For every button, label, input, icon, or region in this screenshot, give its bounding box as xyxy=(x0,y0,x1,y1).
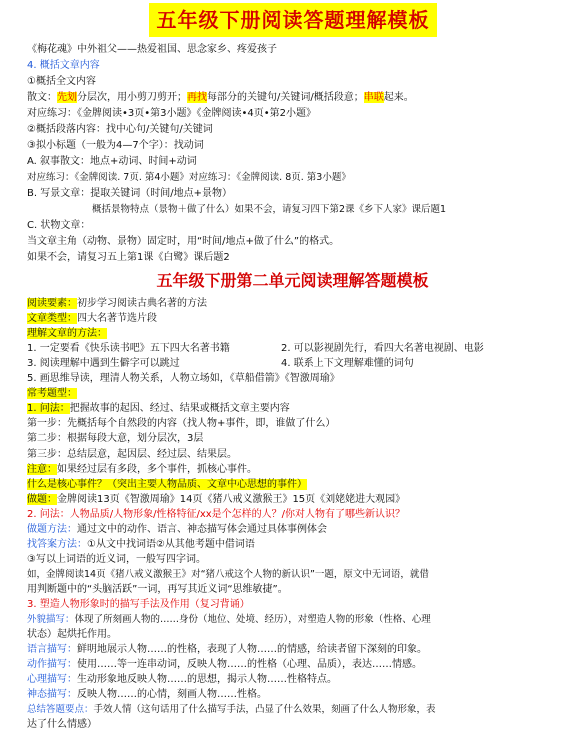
label-span: 外貌描写： xyxy=(27,614,75,626)
text-line: 用判断题中的“头脑活跃”一词，再写其近义词“思维敏捷”。 xyxy=(27,583,288,595)
text-line xyxy=(27,537,255,552)
text-line xyxy=(27,672,337,687)
text-line: A. 叙事散文：地点+动词、时间+动词 xyxy=(27,156,197,167)
text-line: ③拟小标题（一般为4—7个字）：找动词 xyxy=(27,140,204,151)
text-line xyxy=(27,687,267,702)
text-line: 对应练习：《金牌阅读•3页•第3小题》《金牌阅读•4页•第2小题》 xyxy=(27,108,317,119)
text-span: 体现了所刻画人物的……身份（地位、处境、经历），对塑造人物的形象（性格、心理 xyxy=(74,614,431,626)
text-line xyxy=(27,401,290,416)
highlight-span: 什么是核心事件？（突出主要人物品质、文章中心思想的事件） xyxy=(27,478,307,490)
text-line: 如，金牌阅读14页《猪八戒义激猴王》对“猪八戒这个人物的新认识”一题，原文中无词语，就借 xyxy=(27,568,429,580)
label-span: 阅读要素： xyxy=(27,298,77,309)
text-span: 把握故事的起因、经过、结果或概括文章主要内容 xyxy=(69,403,290,415)
text-line: 3. 阅读理解中遇到生僻字可以跳过 xyxy=(27,358,180,370)
text-line: 5. 画思维导读，理清人物关系，人物立场如，《草船借箭》《智激周瑜》 xyxy=(27,373,340,385)
text-span: 初步学习阅读古典名著的方法 xyxy=(77,298,207,309)
label-span: 注意： xyxy=(27,463,57,475)
text-line: 当文章主角（动物、景物）固定时，用“时间/地点+做了什么”的格式。 xyxy=(27,236,340,247)
text-line: 概括景物特点（景物＋做了什么）如果不会，请复习四下第2课《乡下人家》课后题1 xyxy=(92,204,447,215)
text-line: ③写以上词语的近义词，一般写四字词。 xyxy=(27,553,206,565)
text-span: 手效人情（这句话用了什么描写手法，凸显了什么效果，刻画了什么人物形象，表 xyxy=(93,704,436,716)
text-line xyxy=(27,702,436,717)
text-span: 通过文中的动作、语言、神态描写体会通过具体事例体会 xyxy=(77,523,327,535)
text-line: 《梅花魂》中外祖父——热爱祖国、思念家乡、疼爱孩子 xyxy=(27,44,277,55)
text-line xyxy=(27,462,257,477)
text-line: 达了什么情感） xyxy=(27,719,97,731)
text-line: 第一步：先概括每个自然段的内容（找人物+事件，即，谁做了什么） xyxy=(27,418,336,430)
text-line: 第三步：总结层意，起因层、经过层、结果层。 xyxy=(27,448,237,460)
text-line: 状态）起烘托作用。 xyxy=(27,629,117,641)
text-line: 对应练习：《金牌阅读. 7页. 第4小题》对应练习：《金牌阅读. 8页. 第3小题》 xyxy=(27,172,351,183)
text-line xyxy=(27,492,405,507)
page-title: 五年级下册阅读答题理解模板 xyxy=(149,3,437,37)
text-line xyxy=(27,657,422,672)
text-line xyxy=(27,311,157,326)
label-span: 文章类型： xyxy=(27,313,77,325)
text-line xyxy=(27,90,414,106)
text-span: 金牌阅读13页《智激周瑜》14页《猪八戒义激猴王》15页《刘姥姥进大观园》 xyxy=(57,493,406,505)
text-span: 使用……等一连串动词，反映人物……的性格（心理、品质），表达……情感。 xyxy=(77,659,422,671)
text-span: 每部分的关键句/关键词/概括段意； xyxy=(207,92,364,103)
text-span: 如果经过层有多段，多个事件，抓核心事件。 xyxy=(57,463,257,475)
highlight-span: 先划 xyxy=(57,92,77,103)
highlight-span: 串联 xyxy=(363,92,384,103)
text-line: B. 写景文章：提取关键词（时间/地点+景物） xyxy=(27,188,232,199)
text-span: 散文： xyxy=(27,92,57,103)
section-heading: 4. 概括文章内容 xyxy=(27,60,100,71)
text-span: 生动形象地反映人物……的思想，揭示人物……性格特点。 xyxy=(77,674,337,686)
label-span: 动作描写： xyxy=(27,659,77,671)
text-span: 分层次，用小剪刀剪开； xyxy=(77,92,187,103)
label-span: 常考题型： xyxy=(27,388,77,400)
text-span: 四大名著节选片段 xyxy=(77,313,157,325)
section-heading: 2. 问法：人物品质/人物形象/性格特征/xx是个怎样的人？/你对人物有了哪些新认识？ xyxy=(27,508,406,520)
text-line: C. 状物文章： xyxy=(27,220,91,231)
text-line xyxy=(27,296,207,311)
text-line: 第二步：根据每段大意，划分层次，3层 xyxy=(27,433,204,445)
text-line: 1. 一定要看《快乐读书吧》五下四大名著书籍 xyxy=(27,343,230,355)
text-line xyxy=(27,642,427,657)
text-span: 起来。 xyxy=(383,92,414,103)
text-span: ①从文中找词语②从其他考题中借词语 xyxy=(87,538,255,550)
label-span: 心理描写： xyxy=(27,674,77,686)
text-line: 2. 可以影视剧先行，看四大名著电视剧、电影 xyxy=(281,343,484,355)
text-line xyxy=(27,522,327,537)
label-span: 神态描写： xyxy=(27,689,77,701)
text-line: 4. 联系上下文理解难懂的词句 xyxy=(281,358,414,370)
label-span: 1. 问法： xyxy=(27,403,70,415)
label-span: 理解文章的方法： xyxy=(27,328,107,340)
highlight-span: 再找 xyxy=(187,92,207,103)
section-heading: 3. 塑造人物形象时的描写手法及作用（复习背诵） xyxy=(27,599,250,610)
unit-title: 五年级下册第二单元阅读理解答题模板 xyxy=(156,271,429,290)
label-span: 做题： xyxy=(27,493,57,505)
text-line xyxy=(27,386,77,401)
label-span: 总结答题要点： xyxy=(27,704,94,716)
text-line xyxy=(27,612,431,627)
text-line: ②概括段落内容：找中心句/关键句/关键词 xyxy=(27,124,213,135)
label-span: 做题方法： xyxy=(27,523,77,535)
text-line: 如果不会，请复习五上第1课《白鹭》课后题2 xyxy=(27,252,230,263)
text-line xyxy=(27,326,107,341)
text-line xyxy=(27,477,307,492)
label-span: 找答案方法： xyxy=(27,538,87,550)
text-span: 鲜明地展示人物……的性格，表现了人物……的情感，给读者留下深刻的印象。 xyxy=(77,644,427,656)
label-span: 语言描写： xyxy=(27,644,77,656)
text-line: ①概括全文内容 xyxy=(27,76,96,87)
text-span: 反映人物……的心情，刻画人物……性格。 xyxy=(77,689,267,701)
